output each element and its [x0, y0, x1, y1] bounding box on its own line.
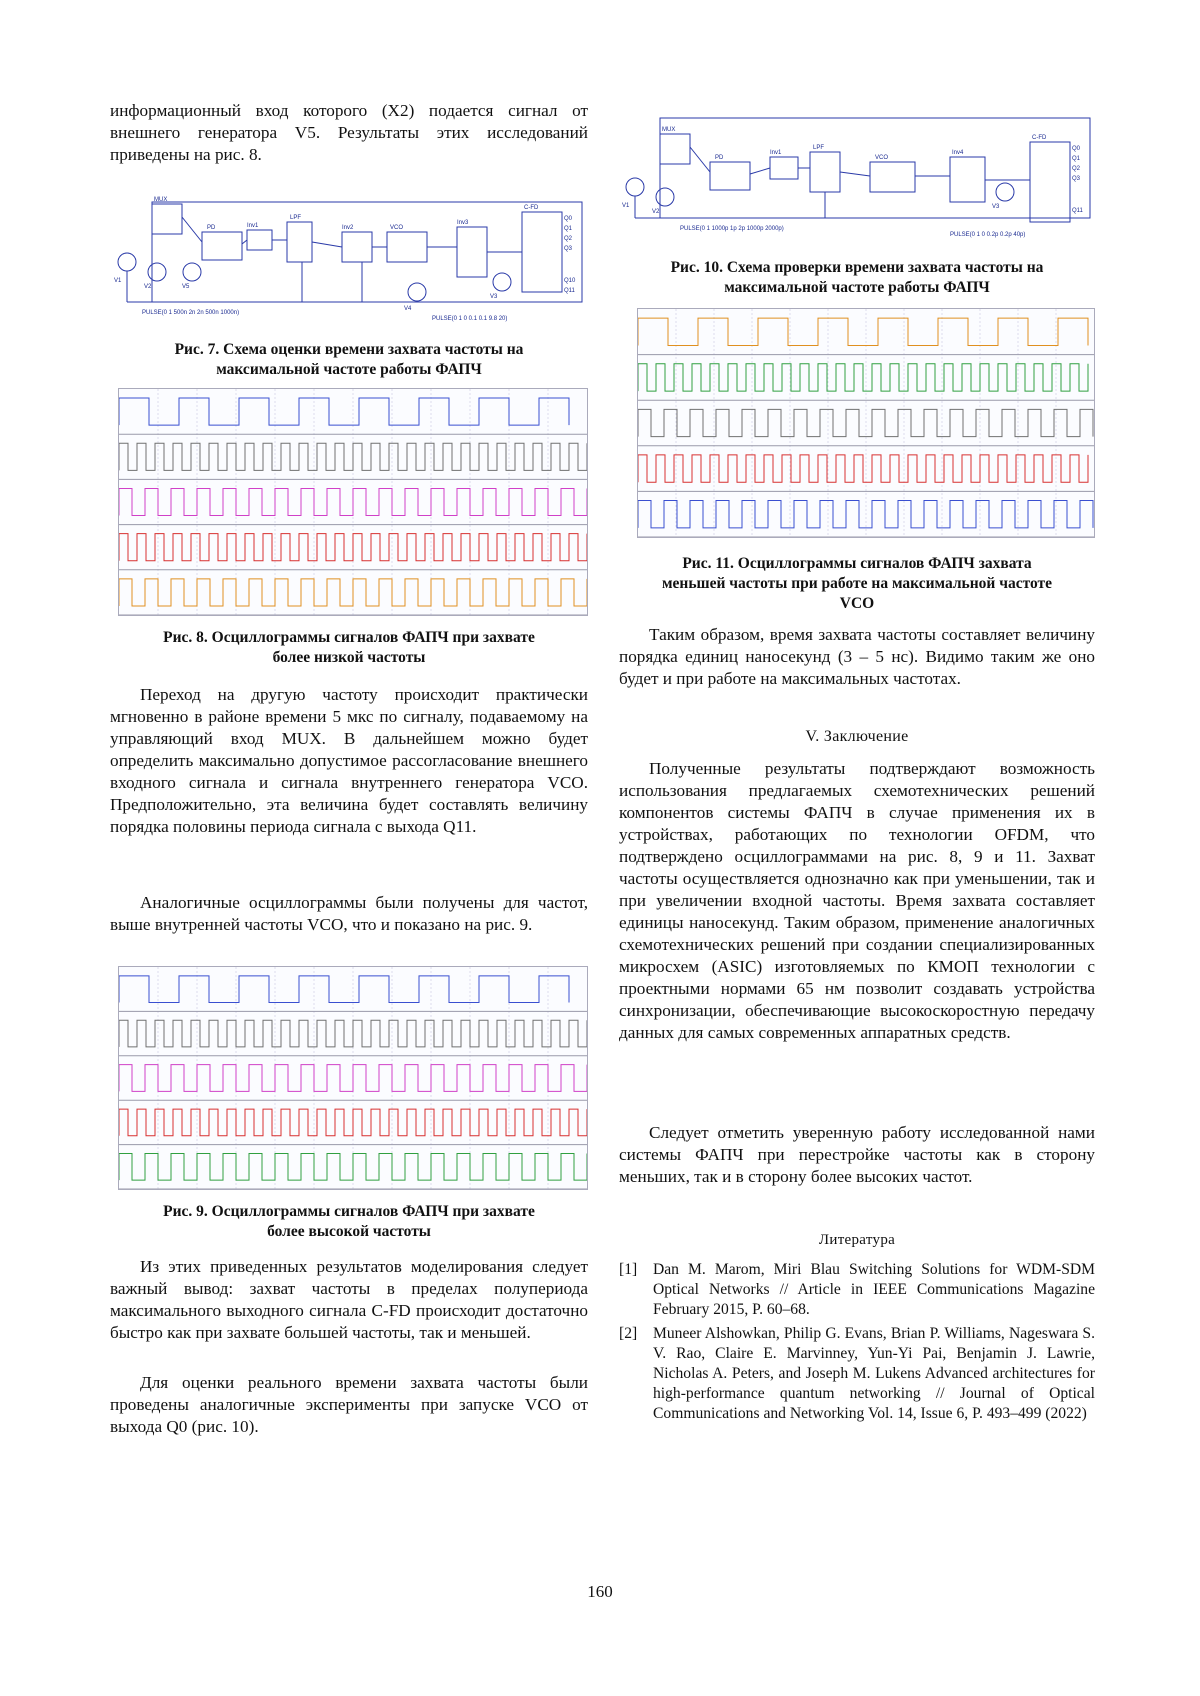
waveform-trace [119, 1065, 587, 1092]
cfd-block [1030, 142, 1070, 222]
inv3-block [457, 227, 487, 277]
cfd-block [522, 212, 562, 292]
right-paragraph-1: Таким образом, время захвата частоты составляет величину порядка единиц наносекунд (3 – 5 нс). Видимо таким же оно будет и при работе на максимальных частотах. [619, 625, 1095, 688]
figure-9-caption-line-2: более высокой частоты [267, 1223, 431, 1240]
label-v1: V1 [622, 203, 630, 209]
right-paragraph-2: Полученные результаты подтверждают возможность использования предлагаемых схемотехнических решений компонентов системы ФАПЧ в случае применения их в устройствах, работающих по технологии OFDM, что подтверждено осциллограммами на рис. 8, 9 и 11. Захват частоты осуществляется однозначно как при уменьшении, так и при увеличении входной частоты. Время захвата составляет единицы наносекунд. Таким образом, применение аналогичных схемотехнических решений при создании специализированных микросхем (ASIC) изготовляемых по КМОП технологии с проектными нормами 65 нм позволит создавать устройства синхронизации, обеспечивающие высокоскоростную передачу данных для самых современных аппаратных средств. [619, 759, 1095, 1042]
label-inv1: Inv1 [247, 223, 259, 229]
label-lpf: LPF [813, 145, 825, 151]
label-inv3: Inv3 [457, 220, 469, 226]
schematic-7-drawing [112, 192, 586, 324]
label-v3: V3 [992, 204, 1000, 210]
label-q11: Q11 [564, 288, 575, 294]
waveform-trace [638, 318, 1088, 345]
mux-block [152, 204, 182, 234]
figure-11-caption-line-3: VCO [839, 595, 875, 612]
label-q3: Q3 [564, 246, 573, 252]
waveform-trace [119, 1153, 587, 1180]
figure-11-caption-line-1: Рис. 11. Осциллограммы сигналов ФАПЧ захвата [682, 555, 1032, 572]
waveform-trace [119, 976, 569, 1003]
left-paragraph-1: информационный вход которого (X2) подается сигнал от внешнего генератора V5. Результаты этих исследований приведены на рис. 8. [110, 101, 588, 164]
figure-10-caption-line-1: Рис. 10. Схема проверки времени захвата частоты на [670, 259, 1044, 276]
label-q0: Q0 [1072, 146, 1081, 152]
label-cfd: C-FD [1032, 135, 1047, 141]
label-pulse-2: PULSE(0 1 0 0.1 0.1 9.8 20) [432, 316, 508, 322]
figure-7-caption-line-1: Рис. 7. Схема оценки времени захвата частоты на [174, 341, 524, 358]
label-q10: Q10 [564, 278, 576, 284]
reference-number: [1] [619, 1261, 638, 1278]
left-paragraph-5: Для оценки реального времени захвата частоты были проведены аналогичные эксперименты при запуске VCO от выхода Q0 (рис. 10). [110, 1373, 588, 1436]
left-paragraph-3: Аналогичные осциллограммы были получены для частот, выше внутренней частоты VCO, что и показано на рис. 9. [110, 893, 588, 934]
label-vco: VCO [875, 155, 889, 161]
reference-text: Muneer Alshowkan, Philip G. Evans, Brian P. Williams, Nageswara S. V. Rao, Claire E. Marvinney, Yun-Yi Pai, Benjamin J. Lawrie, Nicholas A. Peters, and Joseph M. Lukens Advanced architectures for high-performance quantum networking // Journal of Optical Communications and Networking Vol. 14, Issue 6, P. 493–499 (2022) [653, 1325, 1095, 1422]
inv4-block [950, 157, 985, 202]
label-pd: PD [715, 155, 724, 161]
pd-block [710, 162, 750, 190]
label-pd: PD [207, 225, 216, 231]
waveform-trace [119, 1109, 587, 1136]
label-cfd: C-FD [524, 205, 539, 211]
label-vco: VCO [390, 225, 404, 231]
waveform-trace [119, 534, 587, 561]
label-v2: V2 [652, 209, 660, 215]
inv1-block [247, 230, 272, 250]
figure-9-oscillogram [118, 966, 588, 1190]
reference-number: [2] [619, 1325, 638, 1342]
figure-10-caption-line-2: максимальной частоте работы ФАПЧ [724, 279, 990, 296]
section-heading-references: Литература [818, 1232, 896, 1248]
lpf-block [287, 222, 312, 262]
figure-8-oscillogram [118, 388, 588, 616]
oscillogram-9-plot [119, 967, 587, 1189]
waveform-trace [119, 1020, 587, 1047]
figure-7-schematic [112, 192, 586, 324]
label-v5: V5 [182, 284, 190, 290]
waveform-trace [119, 579, 587, 606]
right-paragraph-3: Следует отметить уверенную работу исследованной нами системы ФАПЧ при перестройке частоты как в сторону меньших, так и в сторону более высоких частот. [619, 1123, 1095, 1186]
label-v3: V3 [490, 294, 498, 300]
label-q1: Q1 [1072, 156, 1081, 162]
lpf-block [810, 152, 840, 192]
label-pulse-1: PULSE(0 1 1000p 1p 2p 1000p 2000p) [680, 226, 784, 232]
figure-8-caption-line-1: Рис. 8. Осциллограммы сигналов ФАПЧ при захвате [163, 629, 535, 646]
label-pulse-2: PULSE(0 1 0 0.2p 0.2p 40p) [950, 232, 1026, 238]
section-heading-conclusion: V. Заключение [805, 728, 909, 745]
waveform-trace [119, 398, 569, 425]
label-q2: Q2 [1072, 166, 1081, 172]
label-q2: Q2 [564, 236, 573, 242]
label-lpf: LPF [290, 215, 302, 221]
label-mux: MUX [154, 197, 168, 203]
left-paragraph-4: Из этих приведенных результатов моделирования следует важный вывод: захват частоты в пределах полупериода максимального выходного сигнала C-FD происходит достаточно быстро как при захвате большей частоты, так и меньшей. [110, 1257, 588, 1342]
figure-10-caption [619, 258, 1095, 298]
waveform-trace [638, 364, 1088, 391]
waveform-trace [638, 455, 1088, 482]
figure-9-caption [110, 1202, 588, 1242]
oscillogram-11-plot [638, 309, 1094, 537]
figure-11-caption-line-2: меньшей частоты при работе на максимальной частоте [661, 575, 1053, 592]
page-number: 160 [587, 1582, 613, 1601]
waveform-trace [119, 443, 587, 470]
label-pulse-1: PULSE(0 1 500n 2n 2n 500n 1000n) [142, 310, 240, 316]
waveform-trace [119, 488, 587, 515]
reference-item-2 [619, 1324, 1095, 1424]
figure-11-oscillogram [637, 308, 1095, 538]
figure-8-caption-line-2: более низкой частоты [272, 649, 426, 666]
vco-block [387, 232, 427, 262]
figure-8-caption [110, 628, 588, 668]
vco-block [870, 162, 915, 192]
label-q1: Q1 [564, 226, 573, 232]
figure-7-caption [110, 340, 588, 380]
mux-block [660, 134, 690, 164]
figure-7-caption-line-2: максимальной частоте работы ФАПЧ [216, 361, 482, 378]
label-inv2: Inv2 [342, 225, 354, 231]
inv1-block [770, 157, 798, 179]
label-v1: V1 [114, 278, 122, 284]
label-mux: MUX [662, 127, 676, 133]
reference-list [619, 1260, 1095, 1428]
left-paragraph-2: Переход на другую частоту происходит практически мгновенно в районе времени 5 мкс по сигналу, подаваемому на управляющий вход MUX. В дальнейшем можно будет определить максимально допустимое рассогласование внешнего входного сигнала и сигнала внутреннего генератора VCO. Предположительно, эта величина будет составлять величину порядка половины периода сигнала с выхода Q11. [110, 685, 588, 836]
label-inv4: Inv4 [952, 150, 964, 156]
label-q11: Q11 [1072, 208, 1083, 214]
figure-11-caption [619, 554, 1095, 614]
label-inv1: Inv1 [770, 150, 782, 156]
label-v2: V2 [144, 284, 152, 290]
reference-text: Dan M. Marom, Miri Blau Switching Solutions for WDM-SDM Optical Networks // Article in IEEE Communications Magazine February 2015, P. 60–68. [653, 1261, 1095, 1318]
reference-item-1 [619, 1260, 1095, 1320]
schematic-10-drawing [620, 112, 1094, 240]
inv2-block [342, 232, 372, 262]
oscillogram-8-plot [119, 389, 587, 615]
figure-10-schematic [620, 112, 1094, 240]
label-q0: Q0 [564, 216, 573, 222]
label-v4: V4 [404, 306, 412, 312]
label-q3: Q3 [1072, 176, 1081, 182]
figure-9-caption-line-1: Рис. 9. Осциллограммы сигналов ФАПЧ при захвате [163, 1203, 535, 1220]
pd-block [202, 232, 242, 260]
